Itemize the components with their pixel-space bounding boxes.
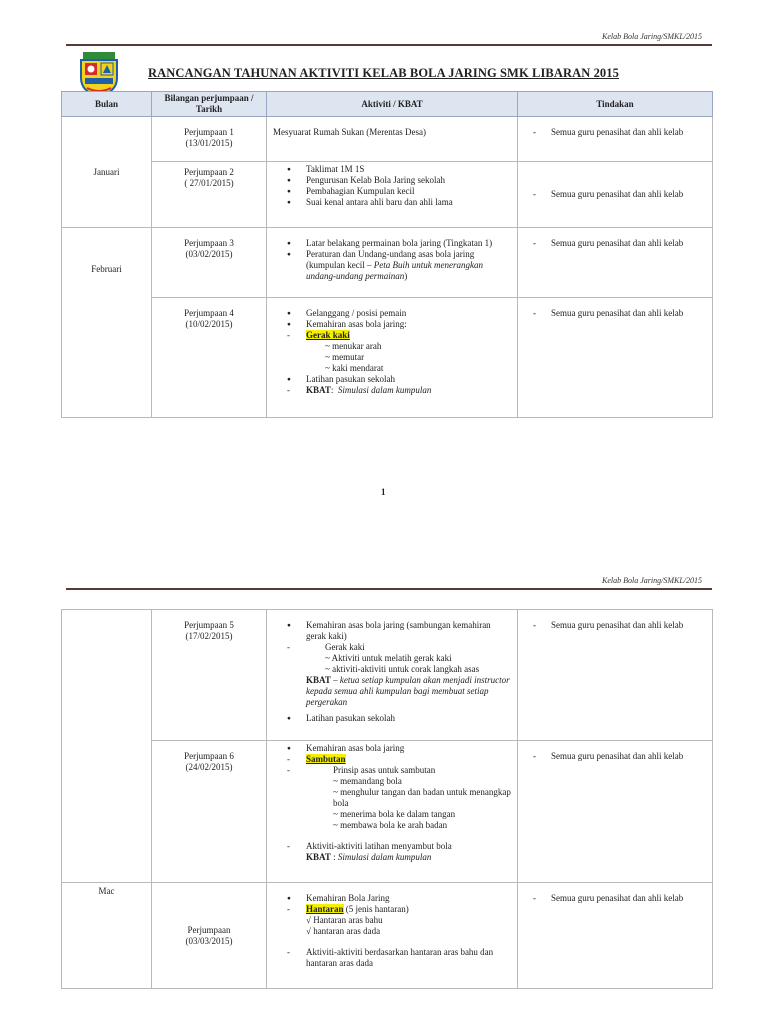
table-header-row xyxy=(62,92,713,117)
activity-cell xyxy=(267,883,518,989)
col-header-bilangan: Bilangan perjumpaan / Tarikh xyxy=(152,92,267,117)
activity-bullet-list xyxy=(273,308,511,330)
dash-text: Aktiviti-aktiviti latihan menyambut bola xyxy=(306,841,452,851)
table-row xyxy=(62,117,713,162)
table-row xyxy=(62,610,713,741)
kbat-label: KBAT xyxy=(306,385,331,395)
kbat-line: KBAT : Simulasi dalam kumpulan xyxy=(306,852,432,862)
activity-bullet-list xyxy=(273,893,511,904)
activity-cell xyxy=(267,162,518,228)
col-header-tindakan: Tindakan xyxy=(518,92,713,117)
meeting-name: Perjumpaan 2 xyxy=(184,167,234,177)
note-end: ) xyxy=(404,271,408,281)
sub-item: ~ kaki mendarat xyxy=(325,363,384,373)
tindakan-text: - Semua guru penasihat dan ahli kelab xyxy=(524,893,706,904)
tindakan-cell xyxy=(518,741,713,883)
dash-line xyxy=(273,947,511,969)
meeting-date: (13/01/2015) xyxy=(185,138,233,148)
list-item: ● Kemahiran Bola Jaring xyxy=(287,893,511,904)
tindakan-cell xyxy=(518,883,713,989)
table-row xyxy=(62,883,713,989)
meeting-cell xyxy=(152,610,267,741)
running-header: Kelab Bola Jaring/SMKL/2015 xyxy=(602,32,702,41)
header-rule xyxy=(66,588,712,590)
sub-item: ~ memutar xyxy=(325,352,365,362)
tindakan-cell xyxy=(518,162,713,228)
tindakan-text: - Semua guru penasihat dan ahli kelab xyxy=(524,127,706,138)
activity-bullet-list xyxy=(273,238,511,260)
tindakan-text: - Semua guru penasihat dan ahli kelab xyxy=(524,238,706,249)
list-item: ● Gelanggang / posisi pemain xyxy=(287,308,511,319)
col-header-bulan: Bulan xyxy=(62,92,152,117)
kbat-text: – ketua setiap kumpulan akan menjadi instructor kepada semua ahli kumpulan bagi membuat setiap pergerakan xyxy=(306,675,510,707)
meeting-cell xyxy=(152,741,267,883)
dash-line xyxy=(273,841,511,852)
kbat-line: - KBAT: Simulasi dalam kumpulan xyxy=(273,385,511,396)
activity-table-page-2 xyxy=(61,609,713,989)
tindakan-cell xyxy=(518,610,713,741)
tindakan-cell xyxy=(518,228,713,298)
month-februari: Februari xyxy=(62,228,152,418)
activity-bullet-list xyxy=(273,620,511,642)
table-row xyxy=(62,298,713,418)
note-italic: Peta Buih untuk menerangkan undang-undang permainan xyxy=(306,260,483,281)
sub-item: ~ membawa bola ke arah badan xyxy=(333,820,448,830)
sub-item: ~ Aktiviti untuk melatih gerak kaki xyxy=(325,653,452,663)
sub-item: ~ memandang bola xyxy=(333,776,402,786)
activity-cell xyxy=(267,741,518,883)
dash-line xyxy=(273,642,511,653)
meeting-name: Perjumpaan 1 xyxy=(184,127,234,137)
kbat-text: Simulasi dalam kumpulan xyxy=(337,385,432,395)
kbat-text: Simulasi dalam kumpulan xyxy=(337,852,432,862)
activity-bullet-list xyxy=(273,374,511,385)
tindakan-cell xyxy=(518,298,713,418)
check-item: √ hantaran aras dada xyxy=(306,926,381,936)
meeting-date: (03/03/2015) xyxy=(185,935,233,946)
highlighted-topic: Sambutan xyxy=(306,754,346,764)
running-header: Kelab Bola Jaring/SMKL/2015 xyxy=(602,576,702,585)
activity-cell xyxy=(267,228,518,298)
activity-cell xyxy=(267,298,518,418)
table-row xyxy=(62,228,713,298)
list-item: ● Kemahiran asas bola jaring xyxy=(287,743,511,754)
document-title: RANCANGAN TAHUNAN AKTIVITI KELAB BOLA JARING SMK LIBARAN 2015 xyxy=(148,66,619,80)
highlight-line xyxy=(273,904,511,915)
tindakan-cell xyxy=(518,117,713,162)
note-text: (kumpulan kecil – xyxy=(306,260,374,270)
meeting-date: ( 27/01/2015) xyxy=(184,178,234,188)
header-rule xyxy=(66,44,712,46)
list-item: ● Latihan pasukan sekolah xyxy=(287,374,511,385)
meeting-name: Perjumpaan xyxy=(187,924,231,935)
list-item: ● Latihan pasukan sekolah xyxy=(287,713,511,724)
kbat-label: KBAT xyxy=(306,852,331,862)
highlight-rest: (5 jenis hantaran) xyxy=(343,904,409,914)
meeting-date: (17/02/2015) xyxy=(185,631,233,641)
meeting-name: Perjumpaan 3 xyxy=(184,238,234,248)
meeting-date: (03/02/2015) xyxy=(185,249,233,259)
dash-line xyxy=(273,765,511,776)
activity-bullet-list xyxy=(273,713,511,724)
activity-bullet-list xyxy=(273,164,511,208)
list-item: ● Latar belakang permainan bola jaring (Tingkatan 1) xyxy=(287,238,511,249)
highlight-line xyxy=(273,754,511,765)
sub-item: ~ menukar arah xyxy=(325,341,382,351)
page-number: 1 xyxy=(381,487,386,497)
tindakan-text: - Semua guru penasihat dan ahli kelab xyxy=(524,751,706,762)
list-item: ● Pembahagian Kumpulan kecil xyxy=(287,186,511,197)
month-empty-cell xyxy=(62,610,152,883)
meeting-cell xyxy=(152,298,267,418)
check-item: √ Hantaran aras bahu xyxy=(306,915,383,925)
activity-text: Mesyuarat Rumah Sukan (Merentas Desa) xyxy=(273,127,426,137)
highlighted-topic: Hantaran xyxy=(306,904,344,914)
tindakan-text: - Semua guru penasihat dan ahli kelab xyxy=(524,189,706,200)
month-mac: Mac xyxy=(62,883,152,989)
meeting-name: Perjumpaan 4 xyxy=(184,308,234,318)
meeting-cell xyxy=(152,228,267,298)
col-header-aktiviti: Aktiviti / KBAT xyxy=(267,92,518,117)
dash-text: Prinsip asas untuk sambutan xyxy=(333,765,436,775)
meeting-date: (24/02/2015) xyxy=(185,762,233,772)
tindakan-text: - Semua guru penasihat dan ahli kelab xyxy=(524,308,706,319)
activity-table-page-1 xyxy=(61,91,713,418)
list-item: ● Peraturan dan Undang-undang asas bola jaring xyxy=(287,249,511,260)
sub-item: ~ aktiviti-aktiviti untuk corak langkah asas xyxy=(325,664,480,674)
table-row xyxy=(62,162,713,228)
list-item: ● Kemahiran asas bola jaring: xyxy=(287,319,511,330)
tindakan-text: - Semua guru penasihat dan ahli kelab xyxy=(524,620,706,631)
meeting-name: Perjumpaan 5 xyxy=(184,620,234,630)
activity-bullet-list xyxy=(273,743,511,754)
meeting-cell xyxy=(152,117,267,162)
meeting-cell xyxy=(152,883,267,989)
kbat-label: KBAT xyxy=(306,675,331,685)
meeting-date: (10/02/2015) xyxy=(185,319,233,329)
meeting-cell xyxy=(152,162,267,228)
dash-text: Gerak kaki xyxy=(325,642,365,652)
list-item: ● Kemahiran asas bola jaring (sambungan kemahiran gerak kaki) xyxy=(287,620,511,642)
activity-note xyxy=(273,260,511,282)
table-row xyxy=(62,741,713,883)
list-item: ● Taklimat 1M 1S xyxy=(287,164,511,175)
kbat-line xyxy=(273,675,511,708)
activity-cell xyxy=(267,117,518,162)
activity-cell xyxy=(267,610,518,741)
sub-item: ~ menerima bola ke dalam tangan xyxy=(333,809,456,819)
sub-item: ~ menghulur tangan dan badan untuk menangkap bola xyxy=(333,787,511,808)
highlight-line xyxy=(273,330,511,341)
month-januari: Januari xyxy=(62,117,152,228)
list-item: ● Suai kenal antara ahli baru dan ahli lama xyxy=(287,197,511,208)
dash-text: Aktiviti-aktiviti berdasarkan hantaran aras bahu dan hantaran aras dada xyxy=(306,947,494,968)
highlighted-topic: Gerak kaki xyxy=(306,330,350,340)
meeting-name: Perjumpaan 6 xyxy=(184,751,234,761)
list-item: ● Pengurusan Kelab Bola Jaring sekolah xyxy=(287,175,511,186)
